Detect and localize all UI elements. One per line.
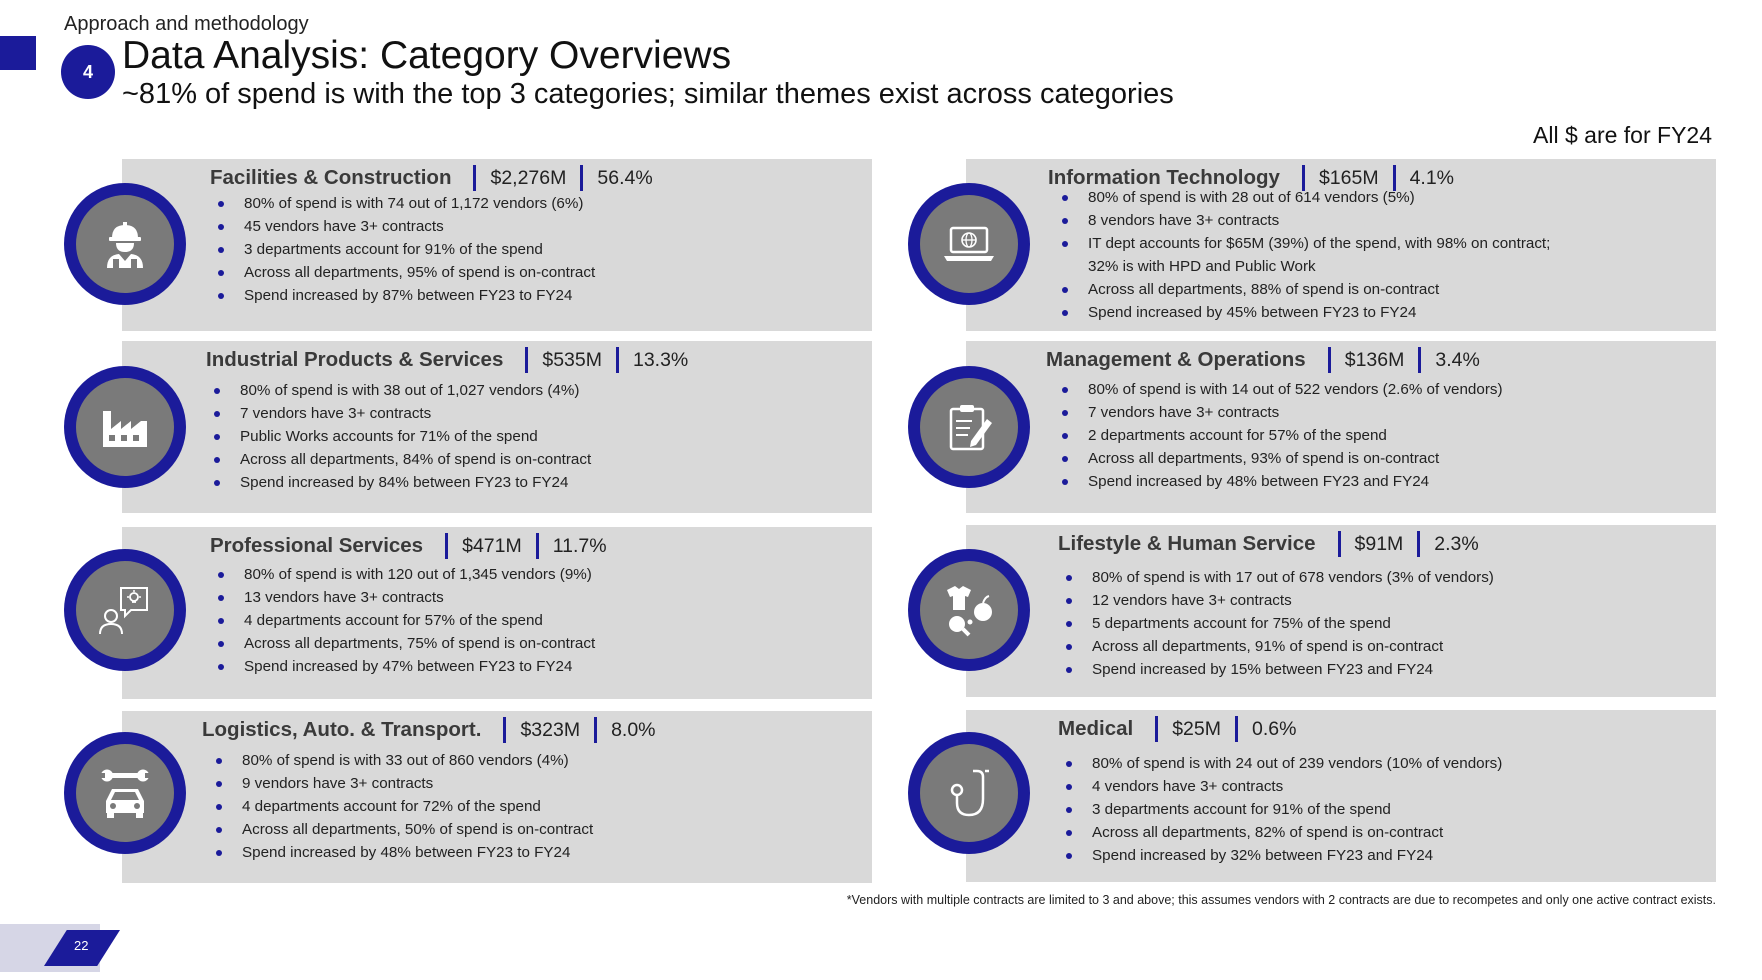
category-share: 56.4% <box>597 166 653 189</box>
stethoscope-icon-ring <box>908 732 1030 854</box>
page-subtitle: ~81% of spend is with the top 3 categories; similar themes exist across categories <box>122 78 1174 110</box>
stethoscope-icon <box>939 763 999 823</box>
divider <box>1338 531 1341 557</box>
category-title: Industrial Products & Services <box>206 348 504 371</box>
bullet-item: Spend increased by 48% between FY23 and FY24 <box>1060 470 1503 493</box>
divider <box>445 533 448 559</box>
bullet-item: 12 vendors have 3+ contracts <box>1064 589 1494 612</box>
bullet-item: Across all departments, 93% of spend is on-contract <box>1060 447 1503 470</box>
divider <box>1235 716 1238 742</box>
bullet-item: 3 departments account for 91% of the spend <box>1064 798 1502 821</box>
card-header <box>202 717 656 743</box>
bullet-item: Spend increased by 45% between FY23 to FY24 <box>1060 301 1550 324</box>
page-title: Data Analysis: Category Overviews <box>122 34 732 77</box>
bullet-item: 7 vendors have 3+ contracts <box>1060 401 1503 424</box>
bullet-list <box>216 563 595 678</box>
card-header <box>1058 716 1296 742</box>
bullet-item: Across all departments, 84% of spend is on-contract <box>212 448 591 471</box>
bullet-item: 4 vendors have 3+ contracts <box>1064 775 1502 798</box>
divider <box>536 533 539 559</box>
category-share: 8.0% <box>611 718 656 741</box>
lifestyle-icon-ring <box>908 549 1030 671</box>
bullet-item: 80% of spend is with 24 out of 239 vendors (10% of vendors) <box>1064 752 1502 775</box>
category-spend: $535M <box>542 348 602 371</box>
bullet-item: 13 vendors have 3+ contracts <box>216 586 595 609</box>
bullet-list <box>216 192 595 307</box>
category-spend: $165M <box>1318 166 1379 189</box>
consultant-idea-icon-ring <box>64 549 186 671</box>
category-share: 13.3% <box>632 348 689 371</box>
bullet-item: 7 vendors have 3+ contracts <box>212 402 591 425</box>
bullet-item: Across all departments, 50% of spend is on-contract <box>214 818 593 841</box>
card-header <box>1046 347 1480 373</box>
card-header <box>210 533 607 559</box>
bullet-item: 80% of spend is with 28 out of 614 vendors (5%) <box>1060 186 1550 209</box>
laptop-globe-icon <box>939 214 999 274</box>
bullet-item: 5 departments account for 75% of the spend <box>1064 612 1494 635</box>
category-card-management <box>966 341 1716 513</box>
category-spend: $136M <box>1344 348 1405 371</box>
bullet-item: Across all departments, 95% of spend is on-contract <box>216 261 595 284</box>
bullet-list <box>1060 378 1503 493</box>
bullet-item: Spend increased by 87% between FY23 to FY24 <box>216 284 595 307</box>
category-spend: $91M <box>1354 532 1404 555</box>
category-title: Logistics, Auto. & Transport. <box>202 718 482 741</box>
bullet-item: Spend increased by 47% between FY23 to FY24 <box>216 655 595 678</box>
category-spend: $2,276M <box>490 166 567 189</box>
bullet-item: 45 vendors have 3+ contracts <box>216 215 595 238</box>
category-title: Information Technology <box>1048 166 1280 189</box>
fiscal-year-note: All $ are for FY24 <box>1533 122 1712 148</box>
divider <box>503 717 506 743</box>
factory-icon-ring <box>64 366 186 488</box>
category-title: Facilities & Construction <box>210 166 452 189</box>
bullet-item: Spend increased by 15% between FY23 and FY24 <box>1064 658 1494 681</box>
bullet-continuation: 32% is with HPD and Public Work <box>1088 258 1316 275</box>
lifestyle-icon <box>939 580 999 640</box>
car-wrench-icon <box>95 763 155 823</box>
bullet-item: 4 departments account for 57% of the spend <box>216 609 595 632</box>
bullet-list <box>212 379 591 494</box>
divider <box>473 165 476 191</box>
bullet-item: Across all departments, 82% of spend is on-contract <box>1064 821 1502 844</box>
bullet-item: 4 departments account for 72% of the spend <box>214 795 593 818</box>
clipboard-pen-icon <box>939 397 999 457</box>
category-spend: $25M <box>1172 717 1221 740</box>
divider <box>616 347 619 373</box>
card-header <box>1058 531 1479 557</box>
category-title: Professional Services <box>210 534 424 557</box>
bullet-item: 80% of spend is with 74 out of 1,172 vendors (6%) <box>216 192 595 215</box>
bullet-item: Public Works accounts for 71% of the spend <box>212 425 591 448</box>
bullet-item: 80% of spend is with 14 out of 522 vendors (2.6% of vendors) <box>1060 378 1503 401</box>
bullet-item: Spend increased by 48% between FY23 to FY24 <box>214 841 593 864</box>
category-share: 0.6% <box>1251 717 1297 740</box>
divider <box>1155 716 1158 742</box>
bullet-item: Across all departments, 88% of spend is on-contract <box>1060 278 1550 301</box>
factory-icon <box>95 397 155 457</box>
bullet-item: Spend increased by 32% between FY23 and FY24 <box>1064 844 1502 867</box>
bullet-item: IT dept accounts for $65M (39%) of the spend, with 98% on contract; <box>1060 232 1550 255</box>
divider <box>1328 347 1331 373</box>
divider <box>525 347 528 373</box>
category-share: 2.3% <box>1434 532 1479 555</box>
divider <box>580 165 583 191</box>
footnote: *Vendors with multiple contracts are limited to 3 and above; this assumes vendors with 2 contracts are due to recompetes and only one active contract exists. <box>846 893 1716 907</box>
category-card-professional <box>122 527 872 699</box>
page-number: 22 <box>74 938 89 953</box>
clipboard-pen-icon-ring <box>908 366 1030 488</box>
laptop-globe-icon-ring <box>908 183 1030 305</box>
bullet-item: 80% of spend is with 17 out of 678 vendors (3% of vendors) <box>1064 566 1494 589</box>
bullet-item: 80% of spend is with 38 out of 1,027 vendors (4%) <box>212 379 591 402</box>
divider <box>594 717 597 743</box>
card-header <box>206 347 688 373</box>
bullet-item: Across all departments, 91% of spend is on-contract <box>1064 635 1494 658</box>
consultant-idea-icon <box>95 580 155 640</box>
bullet-item: 8 vendors have 3+ contracts <box>1060 209 1550 232</box>
bullet-item: 80% of spend is with 33 out of 860 vendors (4%) <box>214 749 593 772</box>
bullet-list <box>1064 752 1502 867</box>
category-title: Management & Operations <box>1046 348 1306 371</box>
construction-worker-icon-ring <box>64 183 186 305</box>
category-share: 11.7% <box>552 534 607 557</box>
bullet-item: 9 vendors have 3+ contracts <box>214 772 593 795</box>
category-card-lifestyle <box>966 525 1716 697</box>
category-card-logistics <box>122 711 872 883</box>
section-label: Approach and methodology <box>64 13 309 35</box>
bullet-list <box>1064 566 1494 681</box>
bullet-item: 3 departments account for 91% of the spend <box>216 238 595 261</box>
category-card-medical <box>966 710 1716 882</box>
divider <box>1418 347 1421 373</box>
card-header <box>210 165 653 191</box>
bullet-item: 80% of spend is with 120 out of 1,345 vendors (9%) <box>216 563 595 586</box>
bullet-item: Spend increased by 84% between FY23 to FY24 <box>212 471 591 494</box>
category-spend: $323M <box>520 718 581 741</box>
car-wrench-icon-ring <box>64 732 186 854</box>
construction-worker-icon <box>95 214 155 274</box>
divider <box>1417 531 1420 557</box>
bullet-item: 2 departments account for 57% of the spend <box>1060 424 1503 447</box>
bullet-list <box>1060 186 1550 324</box>
category-card-industrial <box>122 341 872 513</box>
category-card-it <box>966 159 1716 331</box>
bullet-item: Across all departments, 75% of spend is on-contract <box>216 632 595 655</box>
category-card-facilities <box>122 159 872 331</box>
category-title: Medical <box>1058 717 1134 740</box>
step-badge: 4 <box>61 45 115 99</box>
category-share: 3.4% <box>1435 348 1480 371</box>
corner-accent-block <box>0 36 36 70</box>
category-share: 4.1% <box>1409 166 1455 189</box>
category-title: Lifestyle & Human Service <box>1058 532 1316 555</box>
category-spend: $471M <box>462 534 522 557</box>
bullet-list <box>214 749 593 864</box>
